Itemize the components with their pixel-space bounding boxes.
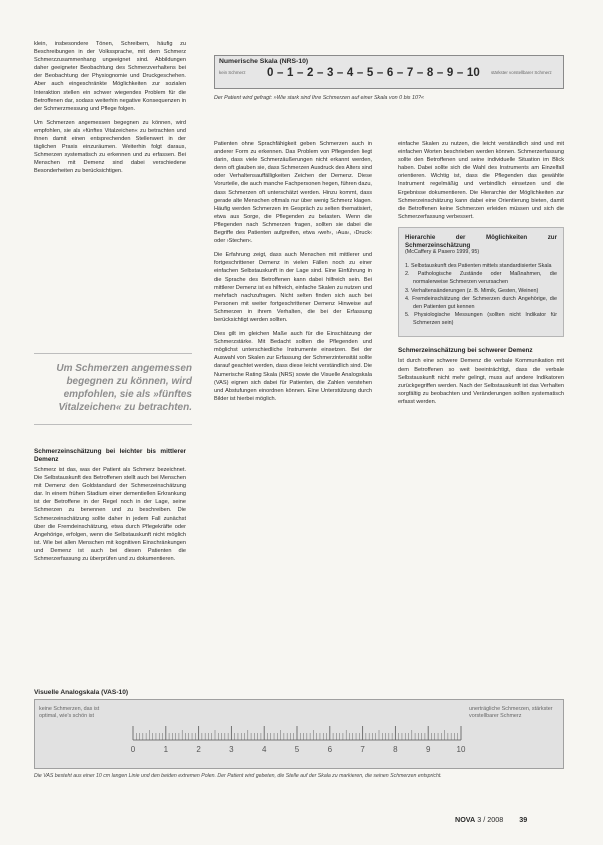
hierarchy-title: Hierarchie der Möglichkeiten zur Schmerzeinschätzung [405, 233, 557, 249]
hierarchy-item: 1. Selbstauskunft des Patienten mittels standardisierter Skala [405, 262, 552, 269]
hierarchy-source: (McCaffery & Pasero 1999, 95) [405, 249, 480, 256]
journal-name: NOVA [455, 815, 476, 824]
vas-tick-label: 3 [229, 745, 234, 754]
vas-box [34, 699, 564, 769]
hierarchy-list [405, 263, 557, 328]
vas-tick-label: 8 [393, 745, 398, 754]
hierarchy-item: 2. Pathologische Zustände oder Maßnahmen, die normalerweise Schmerzen verursachen [405, 271, 557, 285]
vas-tick-label: 7 [360, 745, 365, 754]
vas-left-label: keine Schmerzen, das ist optimal, wie's schön ist [39, 706, 100, 719]
hierarchy-item: 5. Physiologische Messungen (sollten nicht Indikator für Schmerzen sein) [405, 312, 557, 326]
body-paragraph: Schmerz ist das, was der Patient als Schmerz bezeichnet. Die Selbstauskunft des Betroffenen stellt auch bei Menschen mit Demenz den Goldstandard der Schmerzeinschätzung dar. In einem frühen Stadium einer dementiellen Erkrankung ist der Betroffene in der Regel noch in der Lage, seine Schmerzen zu benennen und zu beschreiben. Die Schmerzeinschätzung sollte daher in jedem Fall zunächst über die Fremdeinschätzung, etwa durch Pflegekräfte oder Angehörige, erfolgen, wenn die Selbstauskunft nicht möglich ist. Wie bei allen Menschen mit kognitiven Einschränkungen und Demenz ist auch bei diesen Patienten die Schmerzerfassung zu überprüfen und zu dokumentieren. [34, 467, 186, 563]
journal-issue: 3 / 2008 [477, 815, 504, 824]
page-number: 39 [519, 815, 528, 824]
section-mild-dementia [34, 448, 186, 569]
body-paragraph: einfache Skalen zu nutzen, die leicht verständlich sind und mit einfachen Worten beschrieben werden können. Schmerzerfassung sollte den Betroffenen und seine individuelle Situation im Blick haben. Dabei sollte sich die Wahl des Instruments am Einzelfall orientieren. Wichtig ist, dass die Pflegenden das gewählte Instrument regelmäßig und verbindlich einsetzen und die Ergebnisse dokumentieren. Die Hierarchie der Möglichkeiten zur Schmerzeinschätzung kann dabei eine Orientierung bieten, damit die Betroffenen keine Schmerzen erleiden müssen und sich die Schmerzerfassung verbessert. [398, 141, 564, 220]
column-right [398, 140, 564, 412]
vas-tick-label: 9 [425, 745, 431, 754]
nrs-title: Numerische Skala (NRS-10) [219, 58, 309, 65]
vas-tick-label: 4 [261, 745, 267, 754]
vas-tick-label: 2 [196, 745, 201, 754]
body-paragraph: Um Schmerzen angemessen begegnen zu können, wird empfohlen, sie als »fünftes Vitalzeichen« zu betrachten und ihnen damit einen entsprechenden Stellenwert in der täglichen Praxis einzuräumen. Weiterhin folgt daraus, Schmerzen systematisch zu erkennen und zu erfassen. Bei Menschen mit Demenz sind dabei verschiedene Besonderheiten zu berücksichtigen. [34, 119, 186, 175]
section-heading: Schmerzeinschätzung bei schwerer Demenz [398, 347, 533, 355]
vas-title: Visuelle Analogskala (VAS-10) [34, 689, 129, 696]
body-paragraph: Die Erfahrung zeigt, dass auch Menschen mit mittlerer und fortgeschrittener Demenz in vielen Fällen noch zu einer einfachen Selbstauskunft in der Lage sind. Eine Einführung in die Sprache des Betroffenen kann dabei hilfreich sein. Bei mittlerer Demenz ist es hilfreich, einfache Skalen zu nutzen und mehrfach nachzufragen. Nicht selten finden sich auch bei Personen mit weiter fortgeschrittener Demenz Hinweise auf Schmerzen in ihrem Verhalten, die bei der Erfassung berücksichtigt werden sollten. [214, 252, 372, 323]
nrs-box [214, 55, 564, 89]
body-paragraph: Ist durch eine schwere Demenz die verbale Kommunikation mit dem Betroffenen so weit beeinträchtigt, dass die verbale Selbstauskunft nicht mehr gelingt, muss auf andere Indikatoren zurückgegriffen werden. Nach der Selbstauskunft ist das Verhalten sorgfältig zu beobachten und Veränderungen sollten systematisch erfasst werden. [398, 358, 564, 405]
vas-tick-label: 10 [456, 745, 466, 754]
vas-tick-label: 6 [327, 745, 333, 754]
column-left [34, 40, 186, 182]
vas-tick-label: 0 [130, 745, 136, 754]
hierarchy-box [398, 227, 564, 338]
vas-tick-label: 5 [294, 745, 300, 754]
section-heading: Schmerzeinschätzung bei leichter bis mittlerer Demenz [34, 448, 186, 463]
nrs-figure [214, 55, 564, 102]
nrs-scale: 0 – 1 – 2 – 3 – 4 – 5 – 6 – 7 – 8 – 9 – 10 [267, 67, 481, 79]
nrs-right-label: stärkster vorstellbarer Schmerz [491, 70, 552, 75]
body-paragraph: Dies gilt im gleichen Maße auch für die Einschätzung der Schmerzstärke. Mit Bedacht sollten die Pflegenden und möglichst unterschiedliche Instrumente einsetzen. Bei der Auswahl von Skalen zur Erfassung der Schmerzintensität sollte darauf geachtet werden, dass diese leicht verständlich sind. Die Numerische Rating Skala (NRS) sowie die Visuelle Analogskala (VAS) eignen sich dabei für Patienten, die Zahlen verstehen und Abstufungen einordnen können. Eine Unterstützung durch Bilder ist hierbei möglich. [214, 331, 372, 402]
vas-figure [34, 689, 564, 780]
column-middle [214, 140, 372, 409]
pull-quote-line: Vitalzeichen« zu betrachten. [58, 402, 192, 413]
nrs-left-label: kein Schmerz [219, 70, 246, 75]
pull-quote-line: Um Schmerzen angemessen begegnen zu können, wird empfohlen, sie als »fünftes [56, 363, 192, 400]
vas-caption: Die VAS besteht aus einer 10 cm langen Linie und den beiden extremen Polen. Der Patient wird gebeten, die Stelle auf der Skala zu markieren, die seinen Schmerzen entspricht. [34, 773, 442, 779]
hierarchy-item: 3. Verhaltensänderungen (z. B. Mimik, Gesten, Weinen) [405, 287, 539, 294]
body-paragraph: Patienten ohne Sprachfähigkeit geben Schmerzen auch in anderer Form zu erkennen. Das Problem von Pflegenden liegt darin, dass viele Schmerzäußerungen nicht erkannt werden, denn oft glauben sie, dass Schmerzen Ausdruck des Alters sind oder Verhaltensauffälligkeiten Zeichen der Demenz. Diese Vorurteile, die auch manche Fachpersonen hegen, führen dazu, dass Schmerzen oft unterschätzt werden. Hinzu kommt, dass gerade alte Menschen oftmals nur über wenig Schmerz klagen. Häufig werden Schmerzen im Gespräch zu selten thematisiert, etwa aus Sorge, die Pflegenden zu belasten. Wenn die Pflegenden nach Schmerzen fragen, sollten sie dabei die Begriffe des Patienten aufgreifen, etwa ›weh‹, ›Aua‹, ›Druck‹ oder ›Stechen‹. [214, 141, 372, 245]
vas-right-label: unerträgliche Schmerzen, stärkster vorstellbarer Schmerz [469, 706, 553, 719]
pull-quote [34, 353, 192, 425]
page-footer [455, 815, 527, 824]
body-paragraph: klein, insbesondere Tönen, Schreibern, häufig zu Beschreibungen in der Volkssprache, mit dem Schmerz Schmerzzusammenhang ungeeignet sind. Abbildungen daher geeigneter Beobachtung des Schmerzverhaltens bei der Beobachtung der Physiognomie und Druckgeschehen. Aber auch eingeschränkte Möglichkeiten zur sozialen Interaktion stellen ein schwer wiegendes Problem für die Betroffenen dar, sodass weiterhin negative Konsequenzen in der Schmerzmessung und Pflege folgen. [34, 41, 186, 112]
vas-tick-label: 1 [163, 745, 169, 754]
nrs-caption: Der Patient wird gefragt: »Wie stark sind Ihre Schmerzen auf einer Skala von 0 bis 10?« [214, 95, 424, 101]
hierarchy-item: 4. Fremdeinschätzung der Schmerzen durch Angehörige, die den Patienten gut kennen [405, 296, 557, 310]
